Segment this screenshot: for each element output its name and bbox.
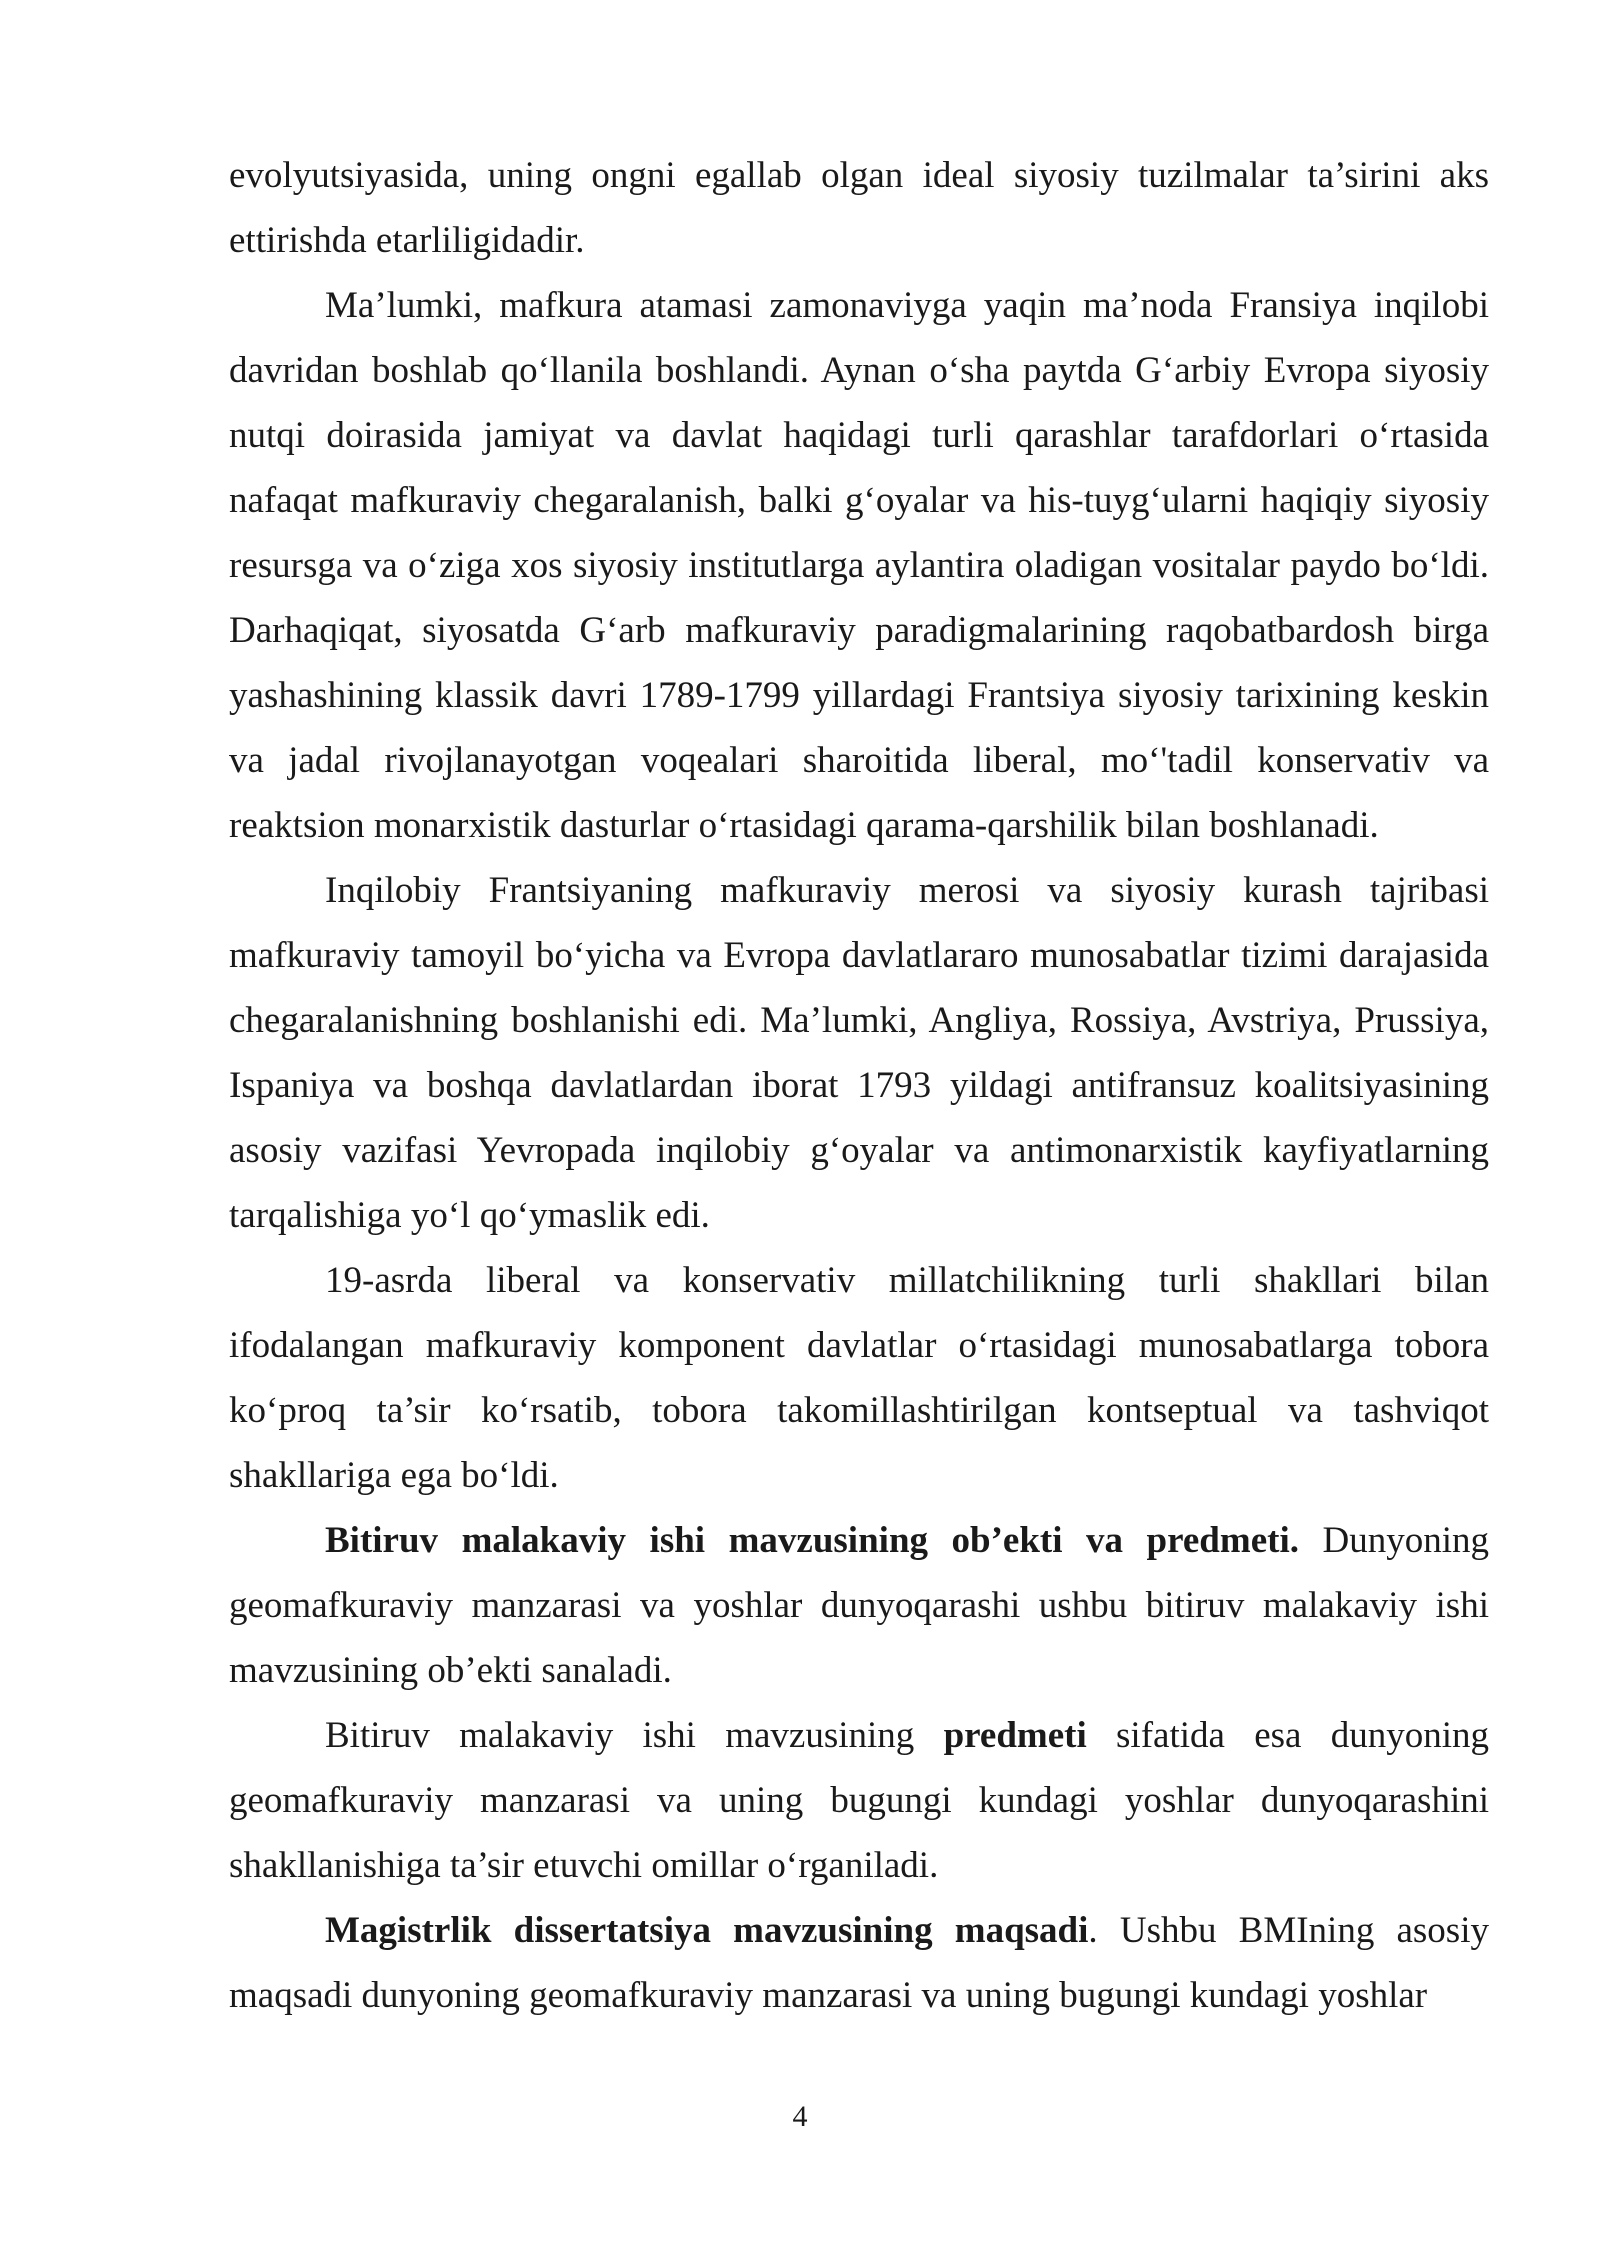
paragraph-1 bbox=[229, 143, 1489, 273]
paragraph-2 bbox=[229, 273, 1489, 858]
page-number: 4 bbox=[792, 2100, 808, 2133]
paragraph-4 bbox=[229, 1248, 1489, 1508]
paragraph-text: . Ushbu BMIning asosiy maqsadi dunyoning geomafkuraviy manzarasi va uning bugungi kundagi yoshlar bbox=[229, 1910, 1489, 2016]
paragraph-text: 19-asrda liberal va konservativ millatchilikning turli shakllari bilan ifodalangan mafkuraviy komponent davlatlar o‘rtasidagi munosabatlarga tobora ko‘proq ta’sir ko‘rsatib, tobora takomillashtirilgan kontseptual va tashviqot shakllariga ega bo‘ldi. bbox=[229, 1260, 1489, 1496]
paragraph-text-before: Bitiruv malakaviy ishi mavzusining bbox=[325, 1715, 944, 1756]
paragraph-object-subject bbox=[229, 1508, 1489, 1703]
paragraph-goal bbox=[229, 1898, 1489, 2028]
paragraph-text: Inqilobiy Frantsiyaning mafkuraviy merosi va siyosiy kurash tajribasi mafkuraviy tamoyil bo‘yicha va Evropa davlatlararo munosabatlar tizimi darajasida chegaralanishning boshlanishi edi. Ma’lumki, Angliya, Rossiya, Avstriya, Prussiya, Ispaniya va boshqa davlatlardan iborat 1793 yildagi antifransuz koalitsiyasining asosiy vazifasi Yevropada inqilobiy g‘oyalar va antimonarxistik kayfiyatlarning tarqalishiga yo‘l qo‘ymaslik edi. bbox=[229, 870, 1489, 1236]
section-heading-object: Bitiruv malakaviy ishi mavzusining ob’ekti va predmeti. bbox=[325, 1520, 1299, 1561]
section-heading-goal: Magistrlik dissertatsiya mavzusining maqsadi bbox=[325, 1910, 1089, 1951]
paragraph-text: Ma’lumki, mafkura atamasi zamonaviyga yaqin ma’noda Fransiya inqilobi davridan boshlab qo‘llanila boshlandi. Aynan o‘sha paytda G‘arbiy Evropa siyosiy nutqi doirasida jamiyat va davlat haqidagi turli qarashlar tarafdorlari o‘rtasida nafaqat mafkuraviy chegaralanish, balki g‘oyalar va his-tuyg‘ularni haqiqiy siyosiy resursga va o‘ziga xos siyosiy institutlarga aylantira oladigan vositalar paydo bo‘ldi. Darhaqiqat, siyosatda G‘arb mafkuraviy paradigmalarining raqobatbardosh birga yashashining klassik davri 1789-1799 yillardagi Frantsiya siyosiy tarixining keskin va jadal rivojlanayotgan voqealari sharoitida liberal, mo‘'tadil konservativ va reaktsion monarxistik dasturlar o‘rtasidagi qarama-qarshilik bilan boshlanadi. bbox=[229, 285, 1489, 846]
paragraph-subject bbox=[229, 1703, 1489, 1898]
bold-term-subject: predmeti bbox=[943, 1715, 1087, 1756]
paragraph-text-after: sifatida esa dunyoning geomafkuraviy manzarasi va uning bugungi kundagi yoshlar dunyoqarashini shakllanishiga ta’sir etuvchi omillar o‘rganiladi. bbox=[229, 1715, 1489, 1886]
document-body bbox=[229, 143, 1489, 2028]
paragraph-3 bbox=[229, 858, 1489, 1248]
paragraph-text: evolyutsiyasida, uning ongni egallab olgan ideal siyosiy tuzilmalar ta’sirini aks ettirishda etarliligidadir. bbox=[229, 155, 1489, 261]
paragraph-text: Dunyoning geomafkuraviy manzarasi va yoshlar dunyoqarashi ushbu bitiruv malakaviy ishi mavzusining ob’ekti sanaladi. bbox=[229, 1520, 1489, 1691]
